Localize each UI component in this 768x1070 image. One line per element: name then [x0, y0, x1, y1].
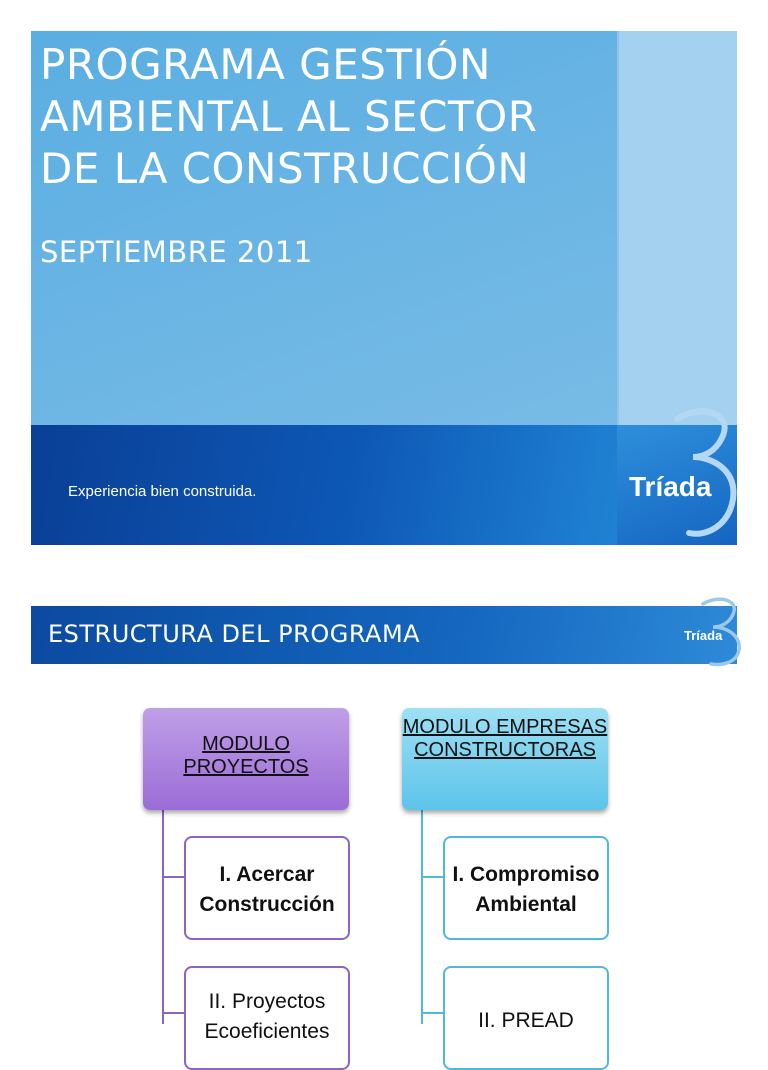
connector-line: [162, 810, 164, 1024]
module-label: MODULO EMPRESAS CONSTRUCTORAS: [402, 716, 608, 761]
connector-line: [421, 810, 423, 1024]
slide-title: ESTRUCTURA DEL PROGRAMA: [48, 620, 421, 648]
triada-logo: Tríada: [629, 471, 712, 502]
slide-title: PROGRAMA GESTIÓN AMBIENTAL AL SECTOR DE LA CONSTRUCCIÓN: [40, 40, 538, 193]
child-label: II. PREAD: [478, 1009, 574, 1032]
module-child-box: [184, 836, 350, 940]
module-child-box: [184, 966, 350, 1070]
side-panel: [617, 31, 737, 425]
title-slide: [31, 31, 737, 545]
child-label: II. Proyectos Ecoeficientes: [204, 990, 330, 1043]
connector-line: [421, 1012, 443, 1014]
module-proyectos: [143, 708, 349, 810]
child-label: I. Acercar Construcción: [199, 863, 335, 916]
triada-logo: Tríada: [684, 628, 723, 643]
structure-slide: [31, 606, 737, 1043]
connector-line: [162, 876, 184, 878]
child-label: I. Compromiso Ambiental: [452, 863, 600, 916]
connector-line: [421, 876, 443, 878]
connector-line: [162, 1012, 184, 1014]
module-child-box: [443, 836, 609, 940]
tagline: Experiencia bien construida.: [68, 483, 257, 500]
module-label: MODULO PROYECTOS: [183, 733, 309, 778]
module-empresas-constructoras: [402, 708, 608, 810]
module-child-box: [443, 966, 609, 1070]
slide-subtitle: SEPTIEMBRE 2011: [40, 235, 313, 269]
